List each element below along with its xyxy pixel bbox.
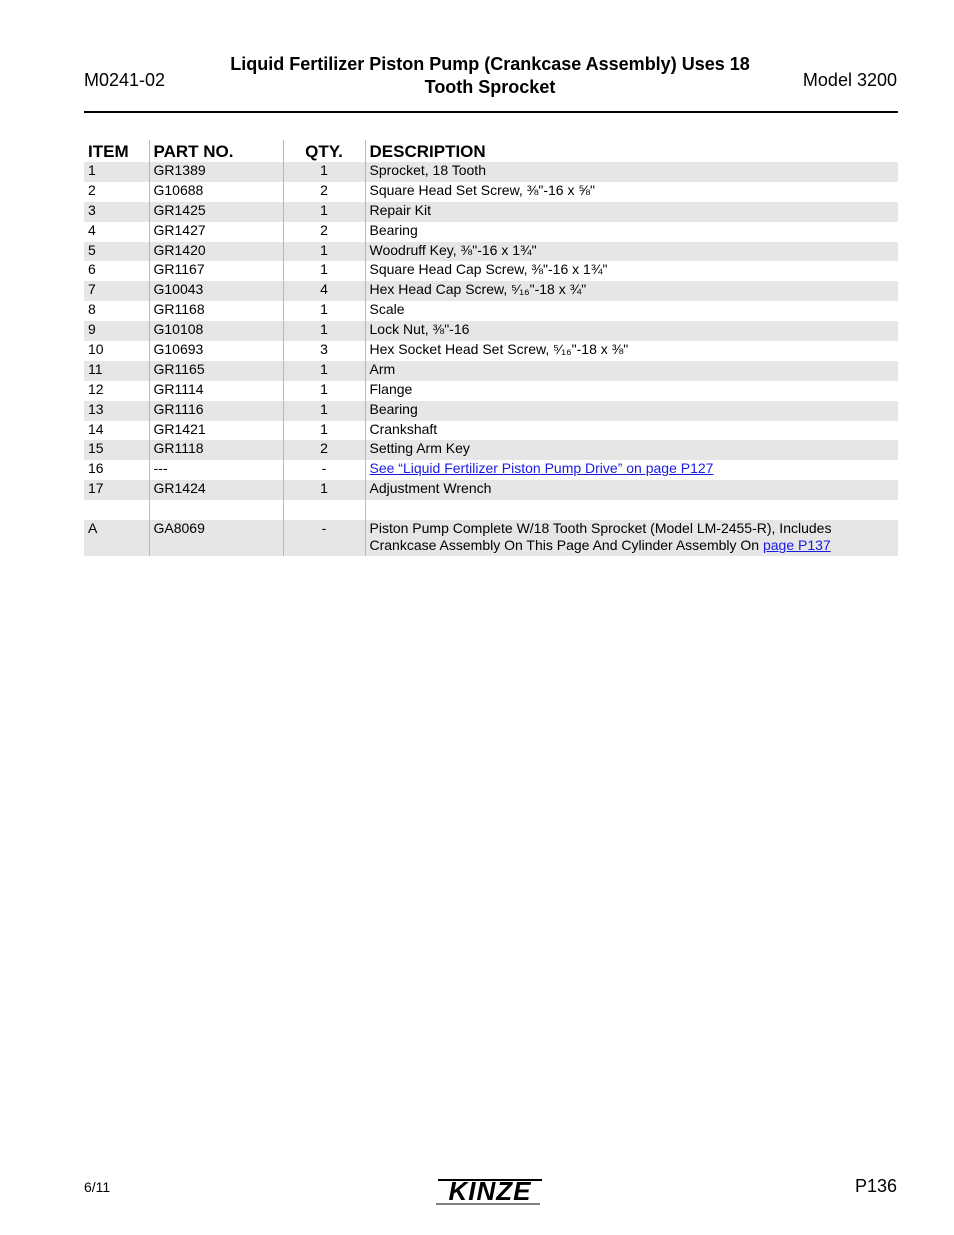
table-row [84,460,898,480]
part-no-cell: GR1427 [149,222,283,242]
part-no-cell: GR1424 [149,480,283,500]
description-cell: Sprocket, 18 Tooth [365,162,898,182]
description-cell: Adjustment Wrench [365,480,898,500]
table-row [84,281,898,301]
table-header-row [84,140,898,162]
qty-cell: 1 [283,202,365,222]
item-cell: 9 [84,321,149,341]
table-row [84,242,898,262]
description-cell: Scale [365,301,898,321]
qty-cell: 1 [283,162,365,182]
table-row [84,162,898,182]
item-cell: 5 [84,242,149,262]
qty-cell: 1 [283,301,365,321]
qty-cell: 3 [283,341,365,361]
page-number: P136 [854,1176,897,1196]
item-cell: 11 [84,361,149,381]
part-no-cell: GR1421 [149,421,283,441]
table-row [84,440,898,460]
part-no-cell: G10693 [149,341,283,361]
spacer-cell [84,500,149,520]
qty-cell: - [283,460,365,480]
table-row [84,401,898,421]
table-row [84,361,898,381]
description-cell [365,520,898,556]
footer-date: 6/11 [84,1179,111,1195]
item-cell: 12 [88,380,104,397]
qty-cell: 1 [283,480,365,500]
item-cell: 3 [84,202,149,222]
qty-cell: 2 [283,182,365,202]
part-no-cell: --- [149,460,283,480]
spacer-cell [365,500,898,520]
description-cell: Crankshaft [365,421,898,441]
qty-cell: 1 [283,321,365,341]
table-row [84,222,898,242]
description-cell: Square Head Cap Screw, ⅜"-16 x 1¾" [365,261,898,281]
item-cell: 16 [88,460,104,477]
page-reference-link[interactable]: page P137 [762,537,831,554]
item-cell: 1 [84,162,149,182]
description-cell: Lock Nut, ⅜"-16 [365,321,898,341]
part-no-cell: G10108 [149,321,283,341]
description-line: Piston Pump Complete W/18 Tooth Sprocket (Model LM-2455-R), Includes [369,520,832,537]
part-no-cell: GR1425 [149,202,283,222]
description-cell: Bearing [365,401,898,421]
table-row [84,421,898,441]
description-cell: Hex Socket Head Set Screw, ⁵⁄₁₆"-18 x ⅜" [365,341,898,361]
qty-cell: 1 [283,242,365,262]
header-qty: QTY. [283,140,365,162]
description-cell: Setting Arm Key [365,440,898,460]
doc-number: M0241-02 [84,70,166,90]
table-row [84,381,898,401]
description-cell: Flange [365,381,898,401]
item-cell: A [84,520,149,556]
item-cell: 17 [84,480,149,500]
part-no-cell: G10688 [149,182,283,202]
parts-table [84,140,898,556]
table-row [84,261,898,281]
header-divider [84,111,898,113]
description-cell: Hex Head Cap Screw, ⁵⁄₁₆"-18 x ¾" [365,281,898,301]
qty-cell: 1 [283,361,365,381]
description-cell: Square Head Set Screw, ⅜"-16 x ⅝" [365,182,898,202]
svg-text:KINZE: KINZE [448,1176,532,1206]
assembly-row [84,520,898,556]
parts-table-body [84,162,898,556]
table-row [84,480,898,500]
item-cell: 15 [84,440,149,460]
header-part-no: PART NO. [149,140,283,162]
qty-cell: 2 [283,440,365,460]
item-cell: 4 [88,221,96,238]
part-no-cell: GR1114 [149,381,283,401]
item-cell: 7 [84,281,149,301]
description-cell: Repair Kit [365,202,898,222]
part-no-cell: GA8069 [149,520,283,556]
description-cell: Arm [365,361,898,381]
table-row [84,321,898,341]
part-no-cell: G10043 [149,281,283,301]
description-text: Crankcase Assembly On This Page And Cylinder Assembly On [369,537,763,554]
item-cell: 10 [88,341,104,358]
qty-cell: 4 [283,281,365,301]
item-cell: 6 [88,261,96,278]
qty-cell: 1 [283,401,365,421]
qty-cell: 1 [283,381,365,401]
page-title [200,53,780,99]
item-cell: 2 [88,181,96,198]
spacer-row [84,500,898,520]
qty-cell: - [283,520,365,556]
model-label: Model 3200 [802,70,897,90]
qty-cell: 1 [283,421,365,441]
part-no-cell: GR1116 [149,401,283,421]
kinze-logo [430,1176,550,1206]
page-title-line2: Tooth Sprocket [424,77,556,97]
spacer-cell [149,500,283,520]
table-row [84,301,898,321]
table-row [84,182,898,202]
part-no-cell: GR1420 [149,242,283,262]
part-no-cell: GR1389 [149,162,283,182]
qty-cell: 1 [283,261,365,281]
page-title-line1: Liquid Fertilizer Piston Pump (Crankcase Assembly) Uses 18 [230,54,750,74]
description-cell [365,460,898,480]
header-item: ITEM [88,142,129,161]
header-description: DESCRIPTION [365,140,898,162]
table-row [84,202,898,222]
table-row [84,341,898,361]
qty-cell: 2 [283,222,365,242]
part-no-cell: GR1118 [149,440,283,460]
part-no-cell: GR1165 [149,361,283,381]
description-line [370,537,895,554]
description-cell: Bearing [365,222,898,242]
item-cell: 8 [88,301,96,318]
page-reference-link[interactable]: See “Liquid Fertilizer Piston Pump Drive” on page P127 [369,460,714,477]
part-no-cell: GR1167 [149,261,283,281]
item-cell: 13 [84,401,149,421]
spacer-cell [283,500,365,520]
part-no-cell: GR1168 [149,301,283,321]
item-cell: 14 [88,420,104,437]
description-cell: Woodruff Key, ⅜"-16 x 1¾" [365,242,898,262]
